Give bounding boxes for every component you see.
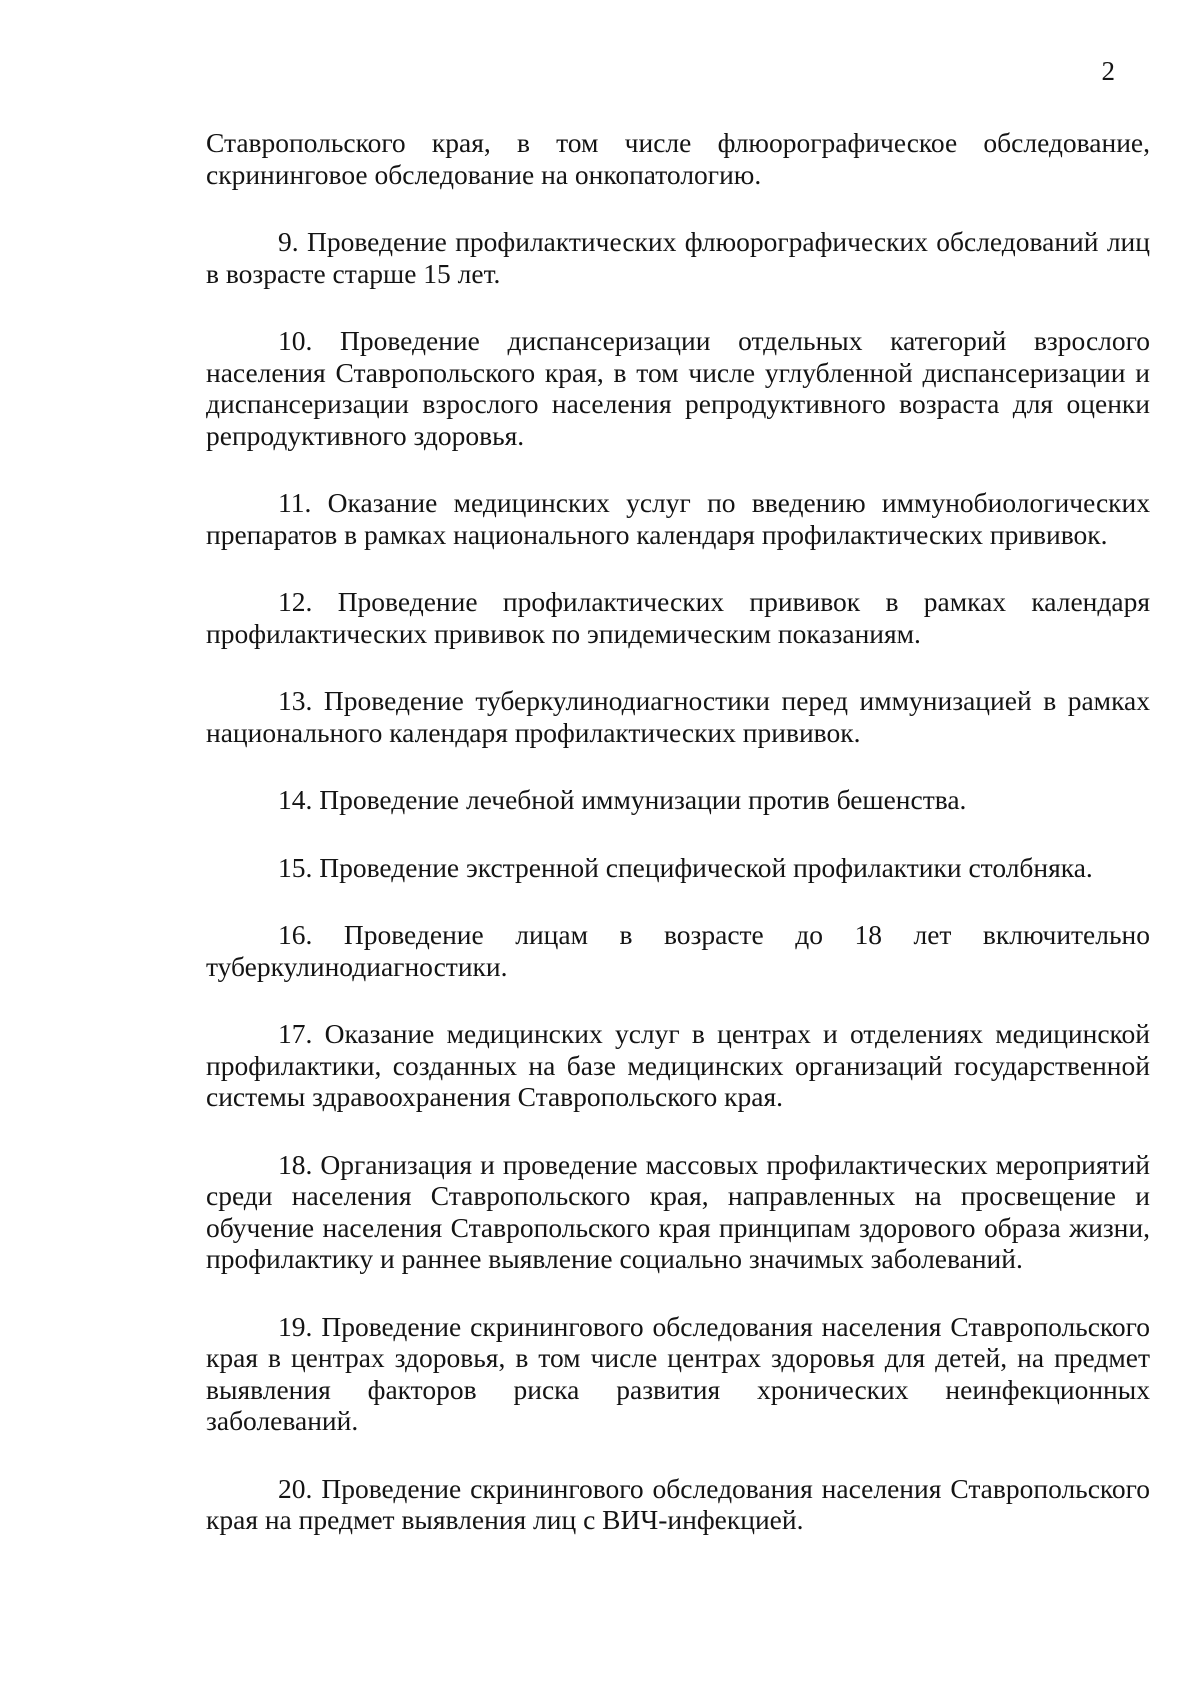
page-number: 2 — [1101, 56, 1115, 86]
paragraph-continuation: Ставропольского края, в том числе флюорографическое обследование, скрининговое обследование на онкопатологию. — [206, 127, 1150, 190]
list-item-14: 14. Проведение лечебной иммунизации против бешенства. — [278, 784, 967, 815]
list-item-10: 10. Проведение диспансеризации отдельных категорий взрослого населения Ставропольского края, в том числе углубленной диспансеризации и диспансеризации взрослого населения репродуктивного возраста для оценки репродуктивного здоровья. — [206, 325, 1150, 451]
list-item-13: 13. Проведение туберкулинодиагностики перед иммунизацией в рамках национального календаря профилактических прививок. — [206, 685, 1150, 748]
document-body — [206, 127, 1150, 1572]
list-item-18: 18. Организация и проведение массовых профилактических мероприятий среди населения Ставропольского края, направленных на просвещение и обучение населения Ставропольского края принципам здорового образа жизни, профилактику и раннее выявление социально значимых заболеваний. — [206, 1148, 1150, 1274]
list-item-11: 11. Оказание медицинских услуг по введению иммунобиологических препаратов в рамках национального календаря профилактических прививок. — [206, 487, 1150, 550]
list-item-12: 12. Проведение профилактических прививок в рамках календаря профилактических прививок по эпидемическим показаниям. — [206, 586, 1150, 649]
list-item-9: 9. Проведение профилактических флюорографических обследований лиц в возрасте старше 15 лет. — [206, 226, 1150, 289]
list-item-20: 20. Проведение скринингового обследования населения Ставропольского края на предмет выявления лиц с ВИЧ-инфекцией. — [206, 1472, 1150, 1535]
list-item-19: 19. Проведение скринингового обследования населения Ставропольского края в центрах здоровья, в том числе центрах здоровья для детей, на предмет выявления факторов риска развития хронических неинфекционных заболеваний. — [206, 1310, 1150, 1436]
list-item-15: 15. Проведение экстренной специфической профилактики столбняка. — [278, 851, 1093, 883]
list-item-16: 16. Проведение лицам в возрасте до 18 лет включительно туберкулинодиагностики. — [206, 919, 1150, 982]
list-item-17: 17. Оказание медицинских услуг в центрах и отделениях медицинской профилактики, созданных на базе медицинских организаций государственной системы здравоохранения Ставропольского края. — [206, 1018, 1150, 1112]
